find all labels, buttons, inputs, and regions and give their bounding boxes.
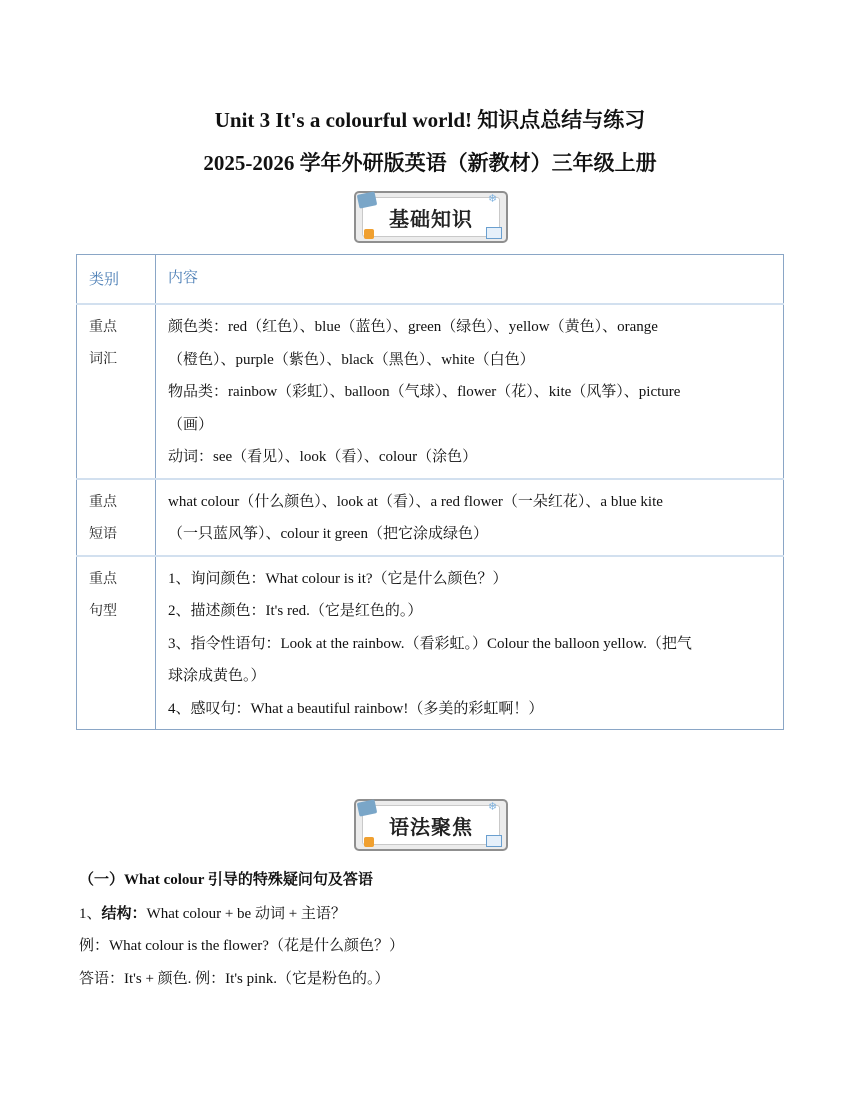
section-badge-grammar xyxy=(354,799,508,851)
category-line: 短语 xyxy=(89,525,117,542)
category-line: 词汇 xyxy=(89,351,117,367)
category-line: 句型 xyxy=(89,602,117,619)
content-line: 动词：see（看见）、look（看）、colour（涂色） xyxy=(168,449,478,465)
badge-label: 语法聚焦 xyxy=(389,815,473,839)
content-line: 1、询问颜色：What colour is it?（它是什么颜色？） xyxy=(168,570,508,587)
category-line: 重点 xyxy=(89,493,117,510)
row-category xyxy=(77,556,156,730)
table-row xyxy=(77,304,784,479)
content-line: 物品类：rainbow（彩虹）、balloon（气球）、flower（花）、kite（风筝）、picture xyxy=(168,384,681,400)
badge-label: 基础知识 xyxy=(389,207,473,231)
row-category xyxy=(77,304,156,479)
row-content xyxy=(156,304,784,479)
category-line: 重点 xyxy=(89,319,117,335)
content-line: 2、描述颜色：It's red.（它是红色的。） xyxy=(168,603,423,619)
document-title: Unit 3 It's a colourful world! 知识点总结与练习 xyxy=(214,108,646,132)
grammar-heading: （一）What colour 引导的特殊疑问句及答语 xyxy=(79,872,373,888)
grammar-structure xyxy=(79,902,346,923)
header-content: 内容 xyxy=(156,255,784,305)
table-header-row xyxy=(77,255,784,305)
content-line: 颜色类：red（红色）、blue（蓝色）、green（绿色）、yellow（黄色）、orange xyxy=(168,319,658,335)
table-row xyxy=(77,479,784,556)
content-line: 球涂成黄色。） xyxy=(168,668,266,684)
structure-text: What colour + be 动词 + 主语？ xyxy=(146,906,346,922)
snowflake-icon: ❄ xyxy=(488,193,498,205)
header-category: 类别 xyxy=(77,255,156,305)
content-line: what colour（什么颜色）、look at（看）、a red flower（一朵红花）、a blue kite xyxy=(168,493,663,510)
snowflake-icon: ❄ xyxy=(488,801,498,813)
section-badge-basics xyxy=(354,191,508,243)
grammar-example: 例：What colour is the flower?（花是什么颜色？） xyxy=(79,938,404,954)
content-line: 3、指令性语句：Look at the rainbow.（看彩虹。）Colour the balloon yellow.（把气 xyxy=(168,635,692,652)
structure-prefix: 1、 xyxy=(79,906,102,922)
content-line: （一只蓝风筝）、colour it green（把它涂成绿色） xyxy=(168,526,488,542)
content-line: （画） xyxy=(168,416,214,433)
row-content xyxy=(156,479,784,556)
category-line: 重点 xyxy=(89,570,117,587)
structure-label: 结构： xyxy=(101,906,147,922)
knowledge-table xyxy=(76,254,784,730)
document-subtitle: 2025-2026 学年外研版英语（新教材）三年级上册 xyxy=(203,151,657,175)
content-line: （橙色）、purple（紫色）、black（黑色）、white（白色） xyxy=(168,351,535,368)
content-line: 4、感叹句：What a beautiful rainbow!（多美的彩虹啊！） xyxy=(168,700,544,717)
grammar-answer: 答语：It's + 颜色. 例：It's pink.（它是粉色的。） xyxy=(79,971,390,987)
row-content xyxy=(156,556,784,730)
row-category xyxy=(77,479,156,556)
table-row xyxy=(77,556,784,730)
